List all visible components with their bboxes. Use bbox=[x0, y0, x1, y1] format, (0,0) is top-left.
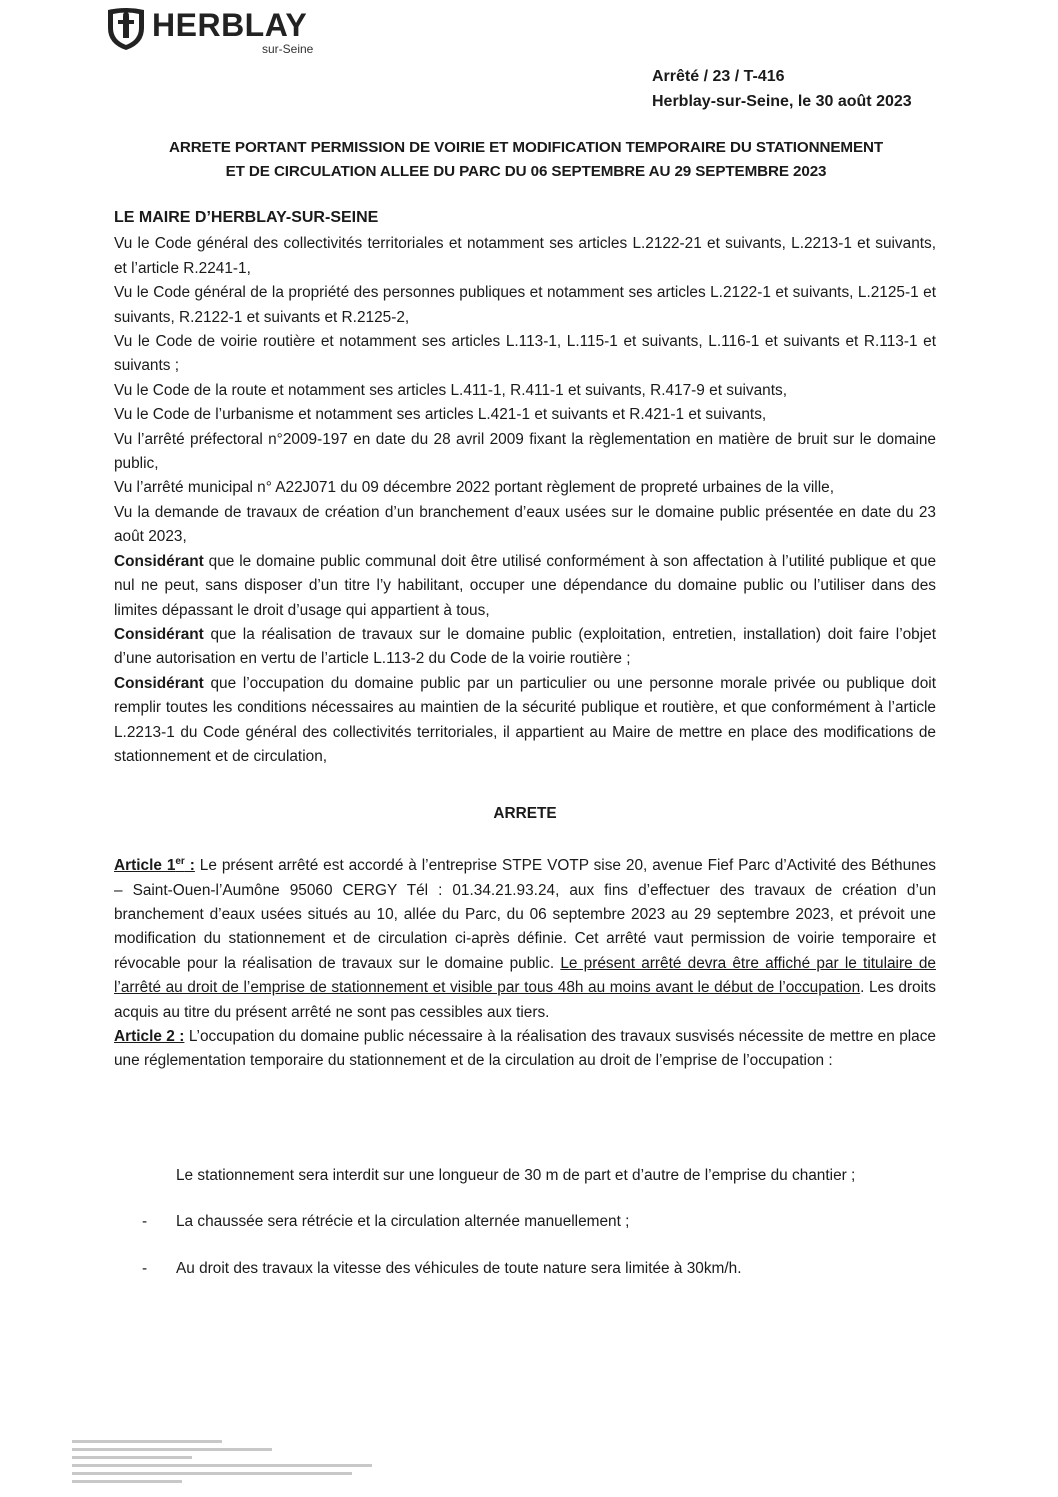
place-date: Herblay-sur-Seine, le 30 août 2023 bbox=[652, 93, 912, 110]
articles bbox=[114, 850, 936, 1074]
title-line-1: ARRETE PORTANT PERMISSION DE VOIRIE ET MODIFICATION TEMPORAIRE DU STATIONNEMENT bbox=[168, 139, 884, 156]
city-crest-icon bbox=[104, 6, 148, 52]
measure-text: La chaussée sera rétrécie et la circulation alternée manuellement ; bbox=[176, 1213, 630, 1231]
footer-address-block bbox=[72, 1440, 382, 1492]
considerant-item bbox=[114, 672, 936, 770]
dash-bullet: - bbox=[142, 1259, 148, 1277]
considerant-text: que le domaine public communal doit être utilisé conformément à son affectation à l’utilité publique et que nul ne peut, sans disposer d’un titre l’y habilitant, occuper une dépendance du domaine public ou l’utiliser dans des limites dépassant le droit d’usage qui appartient à tous, bbox=[114, 552, 936, 619]
article-1-text: Le présent arrêté est accordé à l’entreprise STPE VOTP sise 20, avenue Fief Parc d’Activité des Béthunes – Saint-Ouen-l’Aumône 95060 CERGY Tél : 01.34.21.93.24, aux fins d’effectuer des travaux de création d’un branchement d’eaux usées situés au 10, allée du Parc, du 06 septembre 2023 au 29 septembre 2023, et prévoit une modification du stationnement et de circulation ci-après définie. Cet arrêté vaut permission de voirie temporaire et révocable pour la réalisation de travaux sur le domaine public. bbox=[114, 857, 936, 972]
logo-subtitle: sur-Seine bbox=[262, 42, 314, 56]
measure-text: Le stationnement sera interdit sur une longueur de 30 m de part et d’autre de l’emprise du chantier ; bbox=[176, 1167, 856, 1184]
visa-item: Vu l’arrêté préfectoral n°2009-197 en date du 28 avril 2009 fixant la règlementation en matière de bruit sur le domaine public, bbox=[114, 430, 936, 473]
considerant-word: Considérant bbox=[114, 674, 204, 692]
visa-item: Vu le Code de la route et notamment ses articles L.411-1, R.411-1 et suivants, R.417-9 et suivants, bbox=[114, 381, 787, 399]
article-1-label: Article 1er : bbox=[114, 856, 195, 875]
article-1-text-end: . Les droits acquis au titre du présent arrêté ne sont pas cessibles aux tiers. bbox=[114, 979, 936, 1021]
authority-heading: LE MAIRE D’HERBLAY-SUR-SEINE bbox=[114, 209, 379, 226]
visa-item: Vu l’arrêté municipal n° A22J071 du 09 décembre 2022 portant règlement de propreté urbaines de la ville, bbox=[114, 479, 834, 497]
article-1 bbox=[114, 850, 936, 1025]
dash-bullet: - bbox=[142, 1213, 148, 1231]
article-2 bbox=[114, 1025, 936, 1074]
title-line-2: ET DE CIRCULATION ALLEE DU PARC DU 06 SEPTEMBRE AU 29 SEPTEMBRE 2023 bbox=[225, 163, 827, 180]
considerant-item bbox=[114, 550, 936, 623]
considerant-text: que la réalisation de travaux sur le domaine public (exploitation, entretien, installation) doit faire l’objet d’une autorisation en vertu de l’article L.113-2 du Code de la voirie routière ; bbox=[114, 625, 936, 668]
decree-title bbox=[110, 136, 942, 184]
herblay-logo bbox=[104, 6, 334, 54]
measures-list bbox=[142, 1164, 936, 1281]
article-2-text: L’occupation du domaine public nécessaire à la réalisation des travaux susvisés nécessite de mettre en place une réglementation temporaire du stationnement et de la circulation au droit de l’emprise de l’occupation : bbox=[114, 1027, 936, 1070]
visa-item: Vu le Code de l’urbanisme et notamment ses articles L.421-1 et suivants et R.421-1 et suivants, bbox=[114, 406, 767, 424]
visa-item: Vu le Code général des collectivités territoriales et notamment ses articles L.2122-21 et suivants, L.2213-1 et suivants, et l’article R.2241-1, bbox=[114, 235, 936, 277]
considerant-text: que l’occupation du domaine public par un particulier ou une personne morale privée ou publique doit remplir toutes les conditions nécessaires au maintien de la sécurité publique et routière, et que conformément à l’article L.2213-1 du Code général des collectivités territoriales, il appartient au Maire de mettre en place des modifications de stationnement et de circulation, bbox=[114, 674, 936, 765]
article-1-display-obligation: Le présent arrêté devra être affiché par le titulaire de l’arrêté au droit de l’emprise de stationnement et visible par tous 48h au moins avant le début de l’occupation bbox=[114, 954, 936, 997]
measure-text: Au droit des travaux la vitesse des véhicules de toute nature sera limitée à 30km/h. bbox=[176, 1259, 742, 1277]
decision-heading: ARRETE bbox=[493, 805, 557, 822]
logo-name: HERBLAY bbox=[152, 7, 308, 43]
measure-item bbox=[142, 1210, 936, 1234]
article-2-label: Article 2 : bbox=[114, 1027, 185, 1045]
measure-item bbox=[142, 1257, 936, 1281]
decree-reference bbox=[652, 64, 912, 114]
measure-item bbox=[142, 1164, 936, 1188]
preamble bbox=[114, 206, 936, 769]
visa-item: Vu le Code général de la propriété des personnes publiques et notamment ses articles L.2122-1 et suivants, L.2125-1 et suivants, R.2122-1 et suivants et R.2125-2, bbox=[114, 284, 936, 326]
considerant-item bbox=[114, 623, 936, 672]
visa-item: Vu le Code de voirie routière et notamment ses articles L.113-1, L.115-1 et suivants, L.116-1 et suivants et R.113-1 et suivants ; bbox=[114, 333, 936, 375]
decree-number: Arrêté / 23 / T-416 bbox=[652, 68, 785, 85]
visa-item: Vu la demande de travaux de création d’un branchement d’eaux usées sur le domaine public présentée en date du 23 août 2023, bbox=[114, 503, 936, 546]
considerant-word: Considérant bbox=[114, 552, 204, 570]
considerant-word: Considérant bbox=[114, 625, 204, 643]
